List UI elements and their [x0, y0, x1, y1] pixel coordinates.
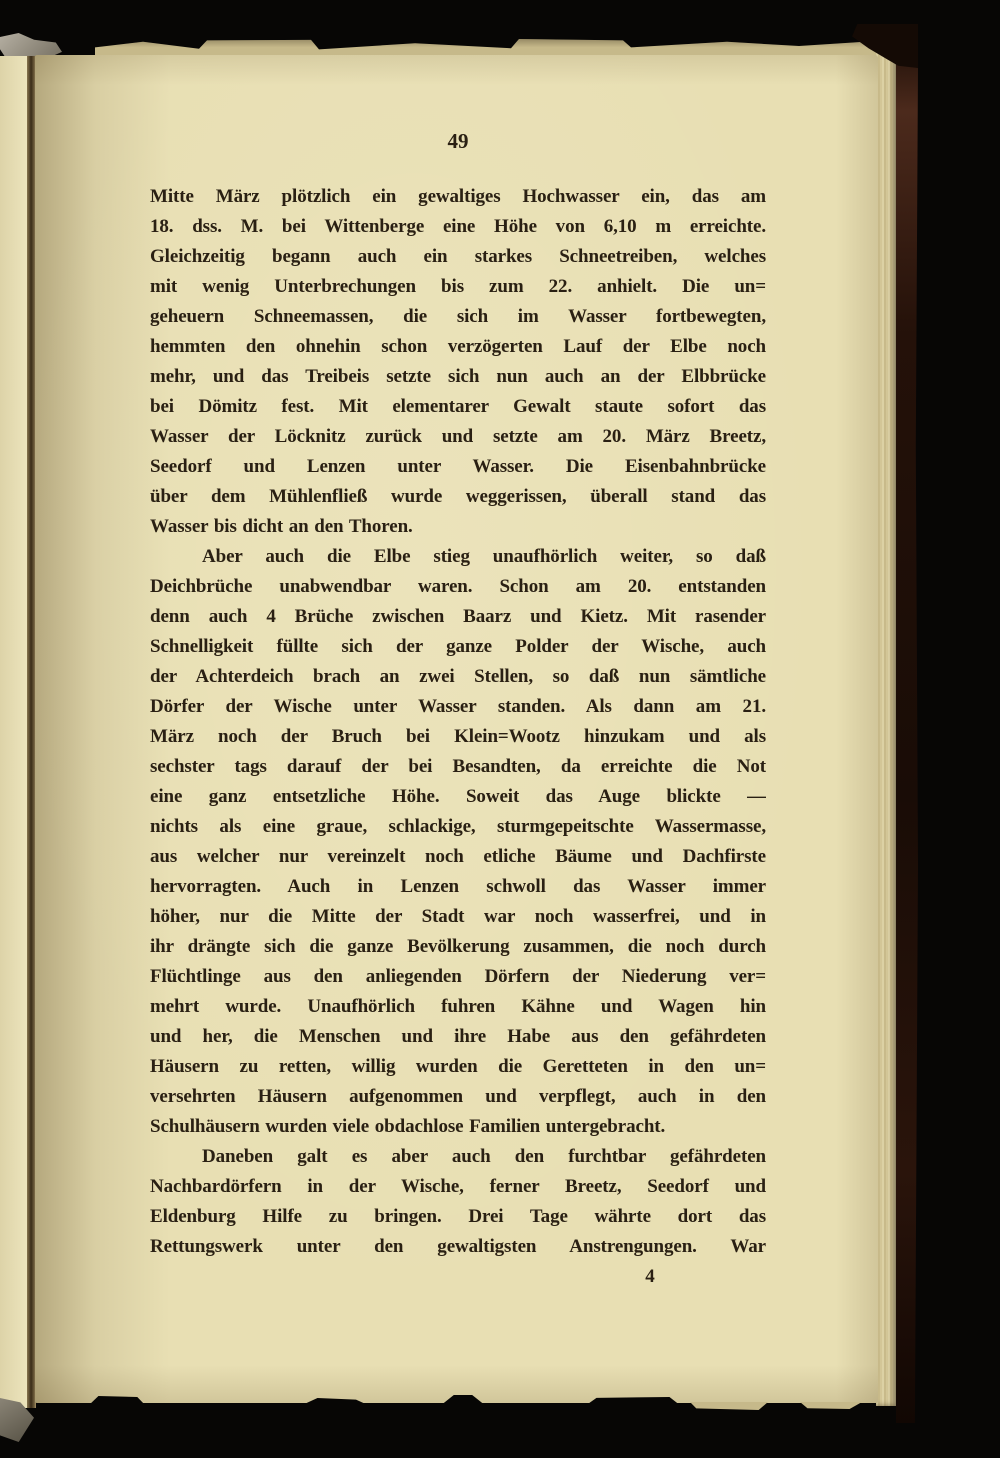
text-line: Schulhäusern wurden viele obdachlose Familien untergebracht.	[150, 1116, 666, 1137]
text-line: 18. dss. M. bei Wittenberge eine Höhe von 6,10 m erreichte.	[150, 216, 766, 237]
text-line: geheuern Schneemassen, die sich im Wasser fortbewegten,	[150, 306, 766, 327]
text-line: der Achterdeich brach an zwei Stellen, so daß nun sämtliche	[150, 666, 766, 687]
text-line: versehrten Häusern aufgenommen und verpflegt, auch in den	[150, 1086, 766, 1107]
book-cover-edge	[896, 27, 918, 1423]
text-line: denn auch 4 Brüche zwischen Baarz und Kietz. Mit rasender	[150, 606, 766, 627]
text-line: März noch der Bruch bei Klein=Wootz hinzukam und als	[150, 726, 766, 747]
signature-mark: 4	[645, 1266, 655, 1287]
text-line: Aber auch die Elbe stieg unaufhörlich weiter, so daß	[202, 546, 766, 567]
text-line: hemmten den ohnehin schon verzögerten Lauf der Elbe noch	[150, 336, 766, 357]
book-page	[35, 55, 878, 1403]
text-line: Dörfer der Wische unter Wasser standen. Als dann am 21.	[150, 696, 766, 717]
text-line: höher, nur die Mitte der Stadt war noch wasserfrei, und in	[150, 906, 766, 927]
text-line: hervorragten. Auch in Lenzen schwoll das Wasser immer	[150, 876, 766, 897]
text-line: mehr, und das Treibeis setzte sich nun auch an der Elbbrücke	[150, 366, 766, 387]
lower-sheet-sliver	[690, 1402, 768, 1410]
text-line: Häusern zu retten, willig wurden die Geretteten in den un=	[150, 1056, 766, 1077]
text-line: mit wenig Unterbrechungen bis zum 22. anhielt. Die un=	[150, 276, 766, 297]
text-line: Flüchtlinge aus den anliegenden Dörfern der Niederung ver=	[150, 966, 766, 987]
text-line: eine ganz entsetzliche Höhe. Soweit das Auge blickte —	[150, 786, 766, 807]
text-line: ihr drängte sich die ganze Bevölkerung zusammen, die noch durch	[150, 936, 766, 957]
text-line: Eldenburg Hilfe zu bringen. Drei Tage währte dort das	[150, 1206, 766, 1227]
text-line: Daneben galt es aber auch den furchtbar gefährdeten	[202, 1146, 766, 1167]
text-line: mehrt wurde. Unaufhörlich fuhren Kähne und Wagen hin	[150, 996, 766, 1017]
text-line: über dem Mühlenfließ wurde weggerissen, überall stand das	[150, 486, 766, 507]
lower-sheet-sliver	[800, 1402, 862, 1409]
text-block	[150, 182, 766, 1262]
text-line: und her, die Menschen und ihre Habe aus den gefährdeten	[150, 1026, 766, 1047]
page-stack-fore-edge	[876, 40, 898, 1406]
text-line: Mitte März plötzlich ein gewaltiges Hochwasser ein, das am	[150, 186, 766, 207]
text-line: Schnelligkeit füllte sich der ganze Polder der Wische, auch	[150, 636, 766, 657]
text-line: Deichbrüche unabwendbar waren. Schon am 20. entstanden	[150, 576, 766, 597]
text-line: Wasser der Löcknitz zurück und setzte am 20. März Breetz,	[150, 426, 766, 447]
text-line: Wasser bis dicht an den Thoren.	[150, 516, 413, 537]
text-line: Nachbardörfern in der Wische, ferner Breetz, Seedorf und	[150, 1176, 766, 1197]
text-line: nichts als eine graue, schlackige, sturmgepeitschte Wassermasse,	[150, 816, 766, 837]
page-number: 49	[447, 129, 469, 153]
text-line: sechster tags darauf der bei Besandten, da erreichte die Not	[150, 756, 766, 777]
previous-page-edge	[0, 56, 27, 1408]
text-line: Seedorf und Lenzen unter Wasser. Die Eisenbahnbrücke	[150, 456, 766, 477]
text-line: bei Dömitz fest. Mit elementarer Gewalt staute sofort das	[150, 396, 766, 417]
text-line: Rettungswerk unter den gewaltigsten Anstrengungen. War	[150, 1236, 766, 1257]
text-line: Gleichzeitig begann auch ein starkes Schneetreiben, welches	[150, 246, 766, 267]
page-bottom-notch	[585, 1397, 681, 1406]
text-line: aus welcher nur vereinzelt noch etliche Bäume und Dachfirste	[150, 846, 766, 867]
